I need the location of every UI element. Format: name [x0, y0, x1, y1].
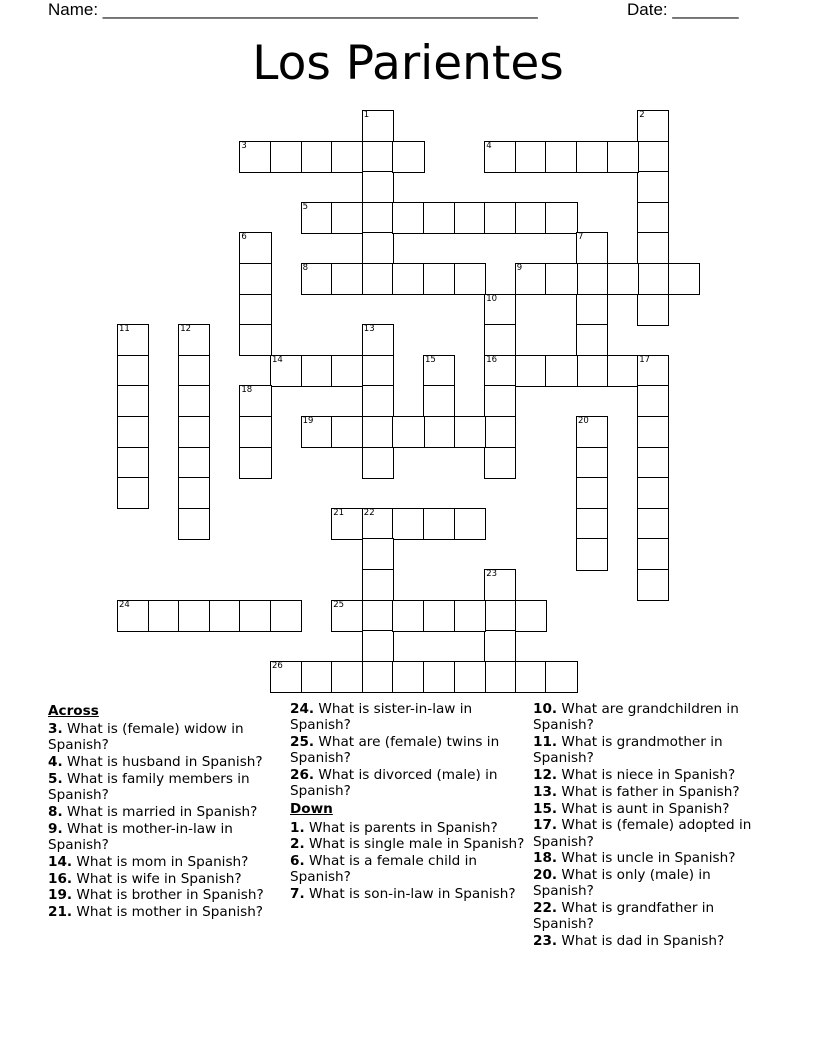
clues-column-3 — [533, 701, 759, 950]
clue-across — [48, 854, 280, 870]
clue-number: 23 — [486, 569, 498, 579]
grid-cell[interactable] — [362, 416, 394, 448]
grid-cell[interactable] — [362, 324, 394, 356]
grid-cell[interactable] — [117, 324, 149, 356]
grid-cell[interactable] — [545, 355, 577, 387]
clue-text: What is sister-in-law in Spanish? — [290, 701, 473, 734]
grid-cell[interactable] — [576, 294, 608, 326]
grid-cell[interactable] — [362, 263, 394, 295]
clue-down — [533, 933, 759, 949]
grid-cell[interactable] — [301, 355, 333, 387]
grid-cell[interactable] — [239, 141, 271, 173]
grid-cell[interactable] — [301, 661, 333, 693]
grid-cell[interactable] — [209, 600, 241, 632]
clue-number: 2 — [639, 110, 645, 120]
grid-cell[interactable] — [637, 416, 669, 448]
grid-cell[interactable] — [576, 355, 608, 387]
clue-down — [533, 767, 759, 783]
clue-text: What is mother in Spanish? — [76, 904, 264, 921]
grid-cell[interactable] — [637, 569, 669, 601]
grid-cell[interactable] — [576, 232, 608, 264]
grid-cell[interactable] — [239, 263, 271, 295]
grid-cell[interactable] — [576, 508, 608, 540]
grid-cell[interactable] — [117, 477, 149, 509]
clue-number: 15. — [533, 800, 558, 817]
grid-cell[interactable] — [239, 447, 271, 479]
clue-text: What is niece in Spanish? — [561, 767, 736, 783]
clue-number: 26. — [290, 767, 315, 783]
grid-cell[interactable] — [637, 385, 669, 417]
clue-down — [533, 734, 759, 766]
grid-cell[interactable] — [148, 600, 180, 632]
grid-cell[interactable] — [637, 447, 669, 479]
grid-cell[interactable] — [637, 232, 669, 264]
grid-cell[interactable] — [392, 202, 424, 234]
grid-cell[interactable] — [637, 141, 669, 173]
date-field: Date: _______ — [627, 0, 739, 19]
clue-number: 22. — [533, 900, 558, 917]
clue-number: 6. — [290, 853, 305, 870]
grid-cell[interactable] — [454, 508, 486, 540]
clue-number: 3. — [48, 721, 63, 738]
clue-down — [533, 900, 759, 932]
clue-number: 10 — [486, 293, 498, 304]
clue-across — [48, 754, 280, 770]
grid-cell[interactable] — [178, 508, 210, 540]
clue-down — [533, 850, 759, 866]
clue-number: 14. — [48, 853, 73, 870]
clue-number: 4. — [48, 754, 63, 771]
clue-number: 19 — [302, 416, 314, 426]
grid-cell[interactable] — [576, 141, 608, 173]
grid-cell[interactable] — [331, 355, 363, 387]
grid-cell[interactable] — [331, 202, 363, 234]
clue-across — [48, 804, 280, 820]
clue-number: 16. — [48, 870, 73, 887]
grid-cell[interactable] — [392, 141, 424, 173]
grid-cell[interactable] — [607, 263, 639, 295]
clue-text: What is brother in Spanish? — [76, 887, 264, 904]
grid-cell[interactable] — [270, 661, 302, 693]
clue-number: 7 — [578, 232, 584, 243]
grid-cell[interactable] — [239, 294, 271, 326]
grid-cell[interactable] — [545, 661, 577, 693]
grid-cell[interactable] — [362, 355, 394, 387]
grid-cell[interactable] — [270, 141, 302, 173]
clue-across — [48, 721, 280, 753]
grid-cell[interactable] — [117, 355, 149, 387]
grid-cell[interactable] — [239, 600, 271, 632]
grid-cell[interactable] — [515, 355, 547, 387]
clue-text: What is grandmother in Spanish? — [533, 734, 723, 767]
clue-across — [290, 767, 526, 799]
grid-cell[interactable] — [331, 600, 363, 632]
clue-down — [290, 853, 526, 885]
across-heading: Across — [48, 703, 99, 719]
grid-cell[interactable] — [545, 202, 577, 234]
clues-column-2 — [290, 701, 526, 903]
clue-number: 1. — [290, 819, 305, 836]
grid-cell[interactable] — [576, 416, 608, 448]
clue-text: What is son-in-law in Spanish? — [308, 886, 516, 903]
clue-number: 13. — [533, 783, 558, 800]
grid-cell[interactable] — [301, 141, 333, 173]
clue-text: What are (female) twins in Spanish? — [290, 734, 500, 767]
clue-across — [48, 887, 280, 903]
grid-cell[interactable] — [178, 477, 210, 509]
clue-number: 26 — [272, 660, 283, 671]
grid-cell[interactable] — [484, 294, 516, 326]
grid-cell[interactable] — [117, 416, 149, 448]
clue-text: What is only (male) in Spanish? — [533, 867, 711, 900]
grid-cell[interactable] — [576, 477, 608, 509]
clue-text: What is (female) widow in Spanish? — [48, 721, 244, 754]
grid-cell[interactable] — [454, 202, 486, 234]
grid-cell[interactable] — [392, 508, 424, 540]
grid-cell[interactable] — [484, 355, 516, 387]
grid-cell[interactable] — [301, 202, 333, 234]
clue-text: What are grandchildren in Spanish? — [533, 701, 739, 734]
grid-cell[interactable] — [515, 141, 547, 173]
grid-cell[interactable] — [270, 355, 302, 387]
clue-number: 5 — [302, 201, 309, 212]
grid-cell[interactable] — [515, 661, 547, 693]
clue-number: 5. — [48, 771, 63, 787]
grid-cell[interactable] — [392, 600, 424, 632]
clue-across — [48, 821, 280, 853]
clue-number: 16 — [486, 354, 498, 365]
clue-text: What is wife in Spanish? — [76, 870, 242, 887]
grid-cell[interactable] — [607, 355, 639, 387]
grid-cell[interactable] — [484, 416, 516, 448]
name-field: Name: ______________________________________________ — [48, 0, 538, 19]
grid-cell[interactable] — [515, 202, 547, 234]
grid-cell[interactable] — [239, 416, 271, 448]
grid-cell[interactable] — [239, 232, 271, 264]
clue-number: 14 — [272, 354, 283, 365]
grid-cell[interactable] — [637, 294, 669, 326]
clue-number: 12 — [180, 324, 192, 335]
clue-number: 11 — [119, 324, 130, 335]
grid-cell[interactable] — [484, 630, 516, 662]
grid-cell[interactable] — [454, 600, 486, 632]
grid-cell[interactable] — [362, 508, 394, 540]
clue-number: 6 — [241, 232, 247, 243]
clue-down — [533, 784, 759, 800]
clue-text: What is single male in Spanish? — [308, 836, 525, 853]
clue-number: 9 — [516, 263, 523, 273]
clue-across — [48, 871, 280, 887]
clue-down — [290, 836, 526, 852]
grid-cell[interactable] — [637, 202, 669, 234]
clue-number: 17 — [639, 354, 651, 365]
grid-cell[interactable] — [392, 416, 424, 448]
clue-text: What is (female) adopted in Spanish? — [533, 817, 752, 850]
clue-number: 8 — [302, 263, 309, 273]
grid-cell[interactable] — [331, 416, 363, 448]
clue-number: 1 — [363, 110, 370, 120]
grid-cell[interactable] — [545, 141, 577, 173]
clue-number: 4 — [486, 140, 492, 151]
grid-cell[interactable] — [637, 538, 669, 570]
clue-number: 20. — [533, 867, 558, 884]
clue-number: 25 — [333, 599, 345, 610]
clue-number: 8. — [48, 804, 63, 820]
down-heading: Down — [290, 801, 333, 818]
grid-cell[interactable] — [576, 538, 608, 570]
grid-cell[interactable] — [423, 355, 455, 387]
grid-cell[interactable] — [362, 171, 394, 203]
clue-down — [533, 701, 759, 733]
clue-number: 9. — [48, 820, 63, 837]
clues-column-1 — [48, 701, 280, 921]
clue-text: What is family members in Spanish? — [48, 771, 250, 804]
grid-cell[interactable] — [331, 508, 363, 540]
clue-text: What is a female child in Spanish? — [290, 853, 477, 886]
clue-text: What is married in Spanish? — [66, 804, 258, 820]
grid-cell[interactable] — [423, 508, 455, 540]
grid-cell[interactable] — [362, 630, 394, 662]
grid-cell[interactable] — [484, 661, 516, 693]
grid-cell[interactable] — [484, 385, 516, 417]
grid-cell[interactable] — [423, 600, 455, 632]
clue-text: What is parents in Spanish? — [308, 819, 498, 836]
grid-cell[interactable] — [178, 324, 210, 356]
grid-cell[interactable] — [668, 263, 700, 295]
grid-cell[interactable] — [362, 141, 394, 173]
grid-cell[interactable] — [117, 600, 149, 632]
clue-number: 2. — [290, 836, 305, 853]
grid-cell[interactable] — [484, 141, 516, 173]
clue-text: What is grandfather in Spanish? — [533, 900, 715, 933]
clue-text: What is mother-in-law in Spanish? — [48, 820, 233, 853]
grid-cell[interactable] — [331, 141, 363, 173]
grid-cell[interactable] — [301, 263, 333, 295]
clue-number: 11. — [533, 734, 558, 750]
grid-cell[interactable] — [423, 202, 455, 234]
grid-cell[interactable] — [515, 600, 547, 632]
clue-number: 25. — [290, 734, 315, 750]
grid-cell[interactable] — [515, 263, 547, 295]
grid-cell[interactable] — [362, 600, 394, 632]
clue-text: What is uncle in Spanish? — [561, 850, 736, 867]
clue-number: 22 — [363, 507, 375, 518]
grid-cell[interactable] — [423, 385, 455, 417]
grid-cell[interactable] — [637, 355, 669, 387]
grid-cell[interactable] — [545, 263, 577, 295]
grid-cell[interactable] — [637, 477, 669, 509]
clue-number: 24 — [119, 599, 130, 610]
grid-cell[interactable] — [362, 447, 394, 479]
grid-cell[interactable] — [392, 661, 424, 693]
clue-number: 18 — [241, 385, 253, 396]
grid-cell[interactable] — [178, 447, 210, 479]
clue-number: 21. — [48, 904, 73, 921]
grid-cell[interactable] — [239, 385, 271, 417]
grid-cell[interactable] — [362, 661, 394, 693]
grid-cell[interactable] — [331, 661, 363, 693]
grid-cell[interactable] — [423, 263, 455, 295]
clue-number: 7. — [290, 886, 305, 903]
clue-down — [533, 801, 759, 817]
grid-cell[interactable] — [178, 416, 210, 448]
grid-cell[interactable] — [607, 141, 639, 173]
clue-number: 20 — [578, 416, 589, 426]
clue-across — [48, 771, 280, 803]
clue-number: 3 — [241, 140, 247, 151]
grid-cell[interactable] — [178, 355, 210, 387]
clue-number: 12. — [533, 767, 558, 783]
clue-text: What is dad in Spanish? — [561, 933, 725, 950]
clue-across — [290, 701, 526, 733]
clue-text: What is father in Spanish? — [561, 783, 740, 800]
clue-down — [290, 820, 526, 836]
clue-number: 18. — [533, 850, 558, 867]
grid-cell[interactable] — [576, 263, 608, 295]
grid-cell[interactable] — [637, 508, 669, 540]
clue-down — [533, 867, 759, 899]
grid-cell[interactable] — [484, 600, 516, 632]
grid-cell[interactable] — [637, 171, 669, 203]
grid-cell[interactable] — [576, 447, 608, 479]
grid-cell[interactable] — [454, 416, 486, 448]
grid-cell[interactable] — [270, 600, 302, 632]
clue-number: 19. — [48, 887, 73, 904]
grid-cell[interactable] — [117, 447, 149, 479]
grid-cell[interactable] — [637, 110, 669, 142]
clue-number: 24. — [290, 701, 315, 717]
grid-cell[interactable] — [362, 232, 394, 264]
grid-cell[interactable] — [178, 600, 210, 632]
grid-cell[interactable] — [362, 385, 394, 417]
clue-number: 10. — [533, 701, 558, 717]
clue-across — [290, 734, 526, 766]
grid-cell[interactable] — [362, 110, 394, 142]
clue-text: What is divorced (male) in Spanish? — [290, 767, 498, 800]
grid-cell[interactable] — [484, 202, 516, 234]
clue-text: What is aunt in Spanish? — [561, 800, 730, 817]
clue-down — [533, 817, 759, 849]
grid-cell[interactable] — [392, 263, 424, 295]
clue-text: What is mom in Spanish? — [76, 853, 249, 870]
grid-cell[interactable] — [331, 263, 363, 295]
grid-cell[interactable] — [423, 416, 455, 448]
grid-cell[interactable] — [484, 324, 516, 356]
grid-cell[interactable] — [454, 661, 486, 693]
clue-number: 13 — [363, 324, 375, 335]
grid-cell[interactable] — [362, 569, 394, 601]
clue-number: 21 — [333, 507, 345, 518]
grid-cell[interactable] — [178, 385, 210, 417]
grid-cell[interactable] — [301, 416, 333, 448]
grid-cell[interactable] — [484, 447, 516, 479]
grid-cell[interactable] — [484, 569, 516, 601]
grid-cell[interactable] — [423, 661, 455, 693]
clue-text: What is husband in Spanish? — [66, 754, 263, 771]
grid-cell[interactable] — [576, 324, 608, 356]
grid-cell[interactable] — [117, 385, 149, 417]
clue-number: 15 — [425, 354, 436, 365]
clue-number: 23. — [533, 933, 558, 950]
grid-cell[interactable] — [239, 324, 271, 356]
grid-cell[interactable] — [454, 263, 486, 295]
grid-cell[interactable] — [637, 263, 669, 295]
clue-across — [48, 904, 280, 920]
grid-cell[interactable] — [362, 538, 394, 570]
clue-down — [290, 886, 526, 902]
page-title: Los Parientes — [252, 36, 564, 91]
grid-cell[interactable] — [362, 202, 394, 234]
clue-number: 17. — [533, 817, 558, 834]
